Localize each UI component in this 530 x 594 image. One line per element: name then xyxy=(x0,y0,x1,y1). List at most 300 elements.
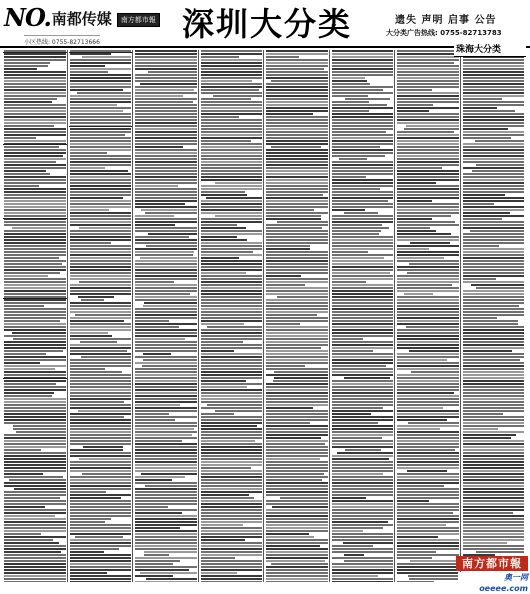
ad-text-line xyxy=(70,545,132,547)
ad-text-line xyxy=(397,428,440,430)
ad-text-line xyxy=(332,56,394,58)
ad-column xyxy=(200,50,264,582)
ad-text-line xyxy=(266,155,328,157)
ad-text-line xyxy=(135,299,197,301)
ad-text-line xyxy=(397,182,436,184)
ad-text-line xyxy=(332,338,364,340)
ad-text-line xyxy=(332,107,394,109)
ad-text-line xyxy=(143,353,171,355)
ad-text-line xyxy=(332,518,394,520)
ad-text-line xyxy=(332,440,394,442)
ad-text-line xyxy=(463,530,525,532)
ad-text-line xyxy=(463,443,525,445)
ad-text-line xyxy=(201,494,250,496)
ad-text-line xyxy=(70,290,132,292)
ad-text-line xyxy=(201,524,244,526)
ad-text-line xyxy=(397,374,459,376)
ad-text-line xyxy=(148,71,197,73)
ad-text-line xyxy=(332,476,394,478)
ad-text-line xyxy=(135,380,197,382)
ad-text-line xyxy=(397,191,459,193)
ad-text-line xyxy=(397,554,459,556)
ad-text-line xyxy=(397,461,459,463)
ad-text-line xyxy=(397,485,444,487)
column-rule xyxy=(198,50,199,582)
ad-text-line xyxy=(332,293,394,295)
ad-text-line xyxy=(266,65,328,67)
ad-text-line xyxy=(70,260,132,262)
ad-text-line xyxy=(332,461,394,463)
ad-text-line xyxy=(135,344,197,346)
ad-text-line xyxy=(70,179,132,181)
ad-text-line xyxy=(4,545,66,547)
ad-text-line xyxy=(332,254,394,256)
ad-text-line xyxy=(201,308,263,310)
ad-text-line xyxy=(332,191,394,193)
ad-text-line xyxy=(397,404,459,406)
ad-text-line xyxy=(397,53,459,55)
ad-text-line xyxy=(397,479,459,481)
ad-text-line xyxy=(397,269,459,271)
ad-text-line xyxy=(266,386,328,388)
ad-text-line xyxy=(332,581,394,582)
ad-text-line xyxy=(77,92,132,94)
ad-text-line xyxy=(201,533,263,535)
ad-text-line xyxy=(4,311,66,313)
ad-text-line xyxy=(201,221,263,223)
ad-text-line xyxy=(332,407,384,409)
ad-text-line xyxy=(397,377,459,379)
ad-text-line xyxy=(4,314,66,316)
ad-text-line xyxy=(266,83,328,85)
ad-text-line xyxy=(4,275,48,277)
ad-text-line xyxy=(4,497,60,499)
ad-text-line xyxy=(135,287,197,289)
ad-text-line xyxy=(4,578,66,580)
ad-text-line xyxy=(201,254,263,256)
ad-text-line xyxy=(201,248,263,250)
ad-text-line xyxy=(70,266,132,268)
ad-text-line xyxy=(397,425,459,427)
ad-text-line xyxy=(266,581,328,582)
ad-text-line xyxy=(332,227,390,229)
ad-text-line xyxy=(4,419,66,421)
ad-text-line xyxy=(397,359,447,361)
ad-text-line xyxy=(201,116,240,118)
ad-text-line xyxy=(4,443,66,445)
ad-text-line xyxy=(70,206,132,208)
ad-text-line xyxy=(397,89,432,91)
ad-text-line xyxy=(463,110,516,112)
ad-text-line xyxy=(332,473,384,475)
ad-text-line xyxy=(332,161,394,163)
ad-text-line xyxy=(135,200,197,202)
ad-text-line xyxy=(201,392,263,394)
ad-text-line xyxy=(4,290,66,292)
ad-text-line xyxy=(463,434,517,436)
ad-text-line xyxy=(135,518,197,520)
ad-text-line xyxy=(201,554,263,556)
ad-text-line xyxy=(397,80,459,82)
ad-text-line xyxy=(397,551,436,553)
ad-text-line xyxy=(266,119,328,121)
ad-text-line xyxy=(4,581,66,582)
ad-text-line xyxy=(266,212,328,214)
ad-text-line xyxy=(201,542,263,544)
ad-text-line xyxy=(135,482,197,484)
ad-text-line xyxy=(135,80,197,82)
ad-text-line xyxy=(397,302,459,304)
ad-text-line xyxy=(135,293,190,295)
ad-text-line xyxy=(4,95,66,97)
ad-text-line xyxy=(332,242,394,244)
ad-text-line xyxy=(332,335,394,337)
ad-text-line xyxy=(397,221,455,223)
ad-text-line xyxy=(332,101,370,103)
ad-text-line xyxy=(201,179,263,181)
ad-text-line xyxy=(332,362,394,364)
ad-text-line xyxy=(266,512,328,514)
ad-text-line xyxy=(201,212,263,214)
ad-box-rule xyxy=(69,52,133,53)
masthead-rule xyxy=(0,46,530,48)
ad-text-line xyxy=(463,416,525,418)
ad-text-line xyxy=(332,410,394,412)
ad-text-line xyxy=(141,473,197,475)
ad-text-line xyxy=(201,83,263,85)
ad-text-line xyxy=(463,410,525,412)
ad-text-line xyxy=(332,563,394,565)
ad-text-line xyxy=(266,275,301,277)
ad-text-line xyxy=(407,272,459,274)
ad-text-line xyxy=(4,569,66,571)
ad-text-line xyxy=(70,431,132,433)
ad-text-line xyxy=(266,326,328,328)
ad-text-line xyxy=(70,239,132,241)
ad-text-line xyxy=(201,236,238,238)
ad-text-line xyxy=(70,200,132,202)
ad-column xyxy=(462,50,526,582)
ad-text-line xyxy=(70,257,132,259)
ad-text-line xyxy=(201,344,263,346)
ad-text-line xyxy=(70,98,132,100)
ad-text-line xyxy=(201,476,263,478)
ad-text-line xyxy=(70,515,132,517)
ad-text-line xyxy=(332,245,394,247)
ad-text-line xyxy=(397,104,433,106)
ad-text-line xyxy=(70,530,132,532)
ad-text-line xyxy=(135,443,197,445)
ad-text-line xyxy=(201,188,263,190)
ad-text-line xyxy=(397,503,459,505)
ad-text-line xyxy=(463,308,525,310)
ad-text-line xyxy=(70,332,109,334)
ad-text-line xyxy=(4,176,66,178)
ad-text-line xyxy=(135,536,197,538)
ad-text-line xyxy=(397,254,459,256)
ad-text-line xyxy=(70,518,112,520)
ad-text-line xyxy=(70,392,132,394)
ad-text-line xyxy=(463,71,525,73)
ad-text-line xyxy=(332,428,394,430)
ad-text-line xyxy=(266,179,328,181)
ad-text-line xyxy=(397,323,459,325)
ad-text-line xyxy=(266,200,328,202)
ad-text-line xyxy=(266,398,328,400)
ad-text-line xyxy=(266,551,328,553)
ad-text-line xyxy=(135,569,189,571)
ad-text-line xyxy=(470,230,525,232)
ad-text-line xyxy=(463,347,525,349)
ad-text-line xyxy=(4,68,37,70)
ad-text-line xyxy=(266,473,324,475)
ad-text-line xyxy=(70,353,132,355)
ad-text-line xyxy=(140,257,197,259)
ad-text-line xyxy=(332,389,394,391)
ad-text-line xyxy=(4,278,66,280)
column-rule xyxy=(460,50,461,582)
ad-text-line xyxy=(463,104,525,106)
ad-text-line xyxy=(201,332,263,334)
ad-text-line xyxy=(332,434,394,436)
ad-text-line xyxy=(70,269,132,271)
ad-text-line xyxy=(463,86,525,88)
ad-text-line xyxy=(135,461,197,463)
ad-text-line xyxy=(135,545,197,547)
ad-text-line xyxy=(463,395,525,397)
ad-text-line xyxy=(397,539,459,541)
ad-text-line xyxy=(201,272,247,274)
ad-text-line xyxy=(201,185,263,187)
ad-text-line xyxy=(397,113,459,115)
ad-text-line xyxy=(332,95,369,97)
ad-text-line xyxy=(135,575,173,577)
ad-text-line xyxy=(266,98,328,100)
ad-text-line xyxy=(404,128,459,130)
ad-text-line xyxy=(463,119,525,121)
ad-text-line xyxy=(135,398,197,400)
ad-text-line xyxy=(4,350,63,352)
ad-text-line xyxy=(397,260,459,262)
ad-text-line xyxy=(463,224,525,226)
ad-text-line xyxy=(463,317,498,319)
ad-text-line xyxy=(201,452,263,454)
ad-text-line xyxy=(266,77,328,79)
ad-text-line xyxy=(343,542,394,544)
ad-text-line xyxy=(397,518,459,520)
ad-text-line xyxy=(463,500,525,502)
ad-text-line xyxy=(266,311,328,313)
ad-text-line xyxy=(201,353,263,355)
ad-text-line xyxy=(397,209,459,211)
ad-text-line xyxy=(4,410,66,412)
ad-text-line xyxy=(332,305,394,307)
ad-text-line xyxy=(4,146,59,148)
ad-text-line xyxy=(397,50,459,52)
ad-text-line xyxy=(271,80,328,82)
ad-text-line xyxy=(207,326,263,328)
logo-mark: NO. xyxy=(4,3,51,32)
ad-text-line xyxy=(332,575,379,577)
ad-text-line xyxy=(463,335,525,337)
ad-text-line xyxy=(266,236,328,238)
ad-text-line xyxy=(135,92,197,94)
ad-text-line xyxy=(397,152,459,154)
ad-text-line xyxy=(463,362,525,364)
ad-text-line xyxy=(397,440,459,442)
ad-text-line xyxy=(332,332,394,334)
ad-text-line xyxy=(397,395,459,397)
ad-text-line xyxy=(4,65,48,67)
ad-text-line xyxy=(397,188,459,190)
ad-box-rule xyxy=(69,126,133,127)
ad-text-line xyxy=(135,128,197,130)
ad-text-line xyxy=(397,200,432,202)
ad-text-line xyxy=(266,110,328,112)
ad-text-line xyxy=(4,467,66,469)
ad-text-line xyxy=(266,404,328,406)
ad-text-line xyxy=(143,305,197,307)
ad-text-line xyxy=(201,386,248,388)
ad-text-line xyxy=(4,104,66,106)
ad-text-line xyxy=(201,281,263,283)
ad-text-line xyxy=(266,251,328,253)
ad-text-line xyxy=(332,404,394,406)
ad-text-line xyxy=(70,284,132,286)
ad-text-line xyxy=(135,431,197,433)
ad-text-line xyxy=(70,398,132,400)
ad-text-line xyxy=(4,269,66,271)
ad-text-line xyxy=(70,524,132,526)
ad-text-line xyxy=(266,443,325,445)
ad-text-line xyxy=(201,467,252,469)
ad-text-line xyxy=(332,572,394,574)
ad-text-line xyxy=(135,137,197,139)
ad-text-line xyxy=(135,176,197,178)
ad-text-line xyxy=(397,83,459,85)
ad-text-line xyxy=(4,563,66,565)
ad-text-line xyxy=(397,557,432,559)
ad-text-line xyxy=(397,119,459,121)
ad-text-line xyxy=(475,140,525,142)
ad-text-line xyxy=(332,239,394,241)
ad-text-line xyxy=(79,281,132,283)
ad-text-line xyxy=(135,263,197,265)
ad-text-line xyxy=(70,521,106,523)
ad-text-line xyxy=(397,176,459,178)
ad-text-line xyxy=(201,506,263,508)
ad-text-line xyxy=(70,506,132,508)
ad-text-line xyxy=(4,455,66,457)
ad-text-line xyxy=(332,296,394,298)
ad-text-line xyxy=(397,452,459,454)
ad-text-line xyxy=(266,266,328,268)
ad-text-line xyxy=(332,59,394,61)
ad-text-line xyxy=(463,371,525,373)
ad-text-line xyxy=(332,164,394,166)
ad-text-line xyxy=(463,65,525,67)
ad-text-line xyxy=(70,65,106,67)
ad-text-line xyxy=(145,212,197,214)
ad-text-line xyxy=(135,404,180,406)
ad-text-line xyxy=(397,257,444,259)
ad-text-line xyxy=(332,437,383,439)
ad-text-line xyxy=(332,497,367,499)
ad-text-line xyxy=(463,428,499,430)
ad-text-line xyxy=(463,98,503,100)
ad-text-line xyxy=(70,449,124,451)
ad-text-line xyxy=(463,77,525,79)
ad-text-line xyxy=(463,350,513,352)
ad-text-line xyxy=(266,86,328,88)
ad-text-line xyxy=(463,461,525,463)
ad-text-line xyxy=(135,59,197,61)
ad-text-line xyxy=(135,476,185,478)
ad-text-line xyxy=(332,374,394,376)
ad-text-line xyxy=(397,278,459,280)
ad-text-line xyxy=(201,536,263,538)
ad-text-line xyxy=(201,74,263,76)
ad-text-line xyxy=(4,305,44,307)
ad-text-line xyxy=(4,521,66,523)
ad-text-line xyxy=(332,290,394,292)
ad-text-line xyxy=(81,356,132,358)
ad-text-line xyxy=(201,200,263,202)
ad-text-line xyxy=(332,110,370,112)
ad-text-line xyxy=(266,245,310,247)
ad-text-line xyxy=(397,245,459,247)
ad-text-line xyxy=(397,524,446,526)
ad-text-line xyxy=(135,215,174,217)
ad-text-line xyxy=(397,299,459,301)
ad-text-line xyxy=(266,353,328,355)
ad-text-line xyxy=(266,281,328,283)
ad-text-line xyxy=(135,146,183,148)
ad-text-line xyxy=(201,497,255,499)
ad-text-line xyxy=(397,365,459,367)
ad-text-line xyxy=(266,560,325,562)
ad-text-line xyxy=(201,56,240,58)
ad-text-line xyxy=(70,404,132,406)
ad-text-line xyxy=(201,287,263,289)
ad-text-line xyxy=(201,503,263,505)
ad-text-line xyxy=(463,482,525,484)
ad-text-line xyxy=(201,557,236,559)
ad-text-line xyxy=(201,266,263,268)
ad-text-line xyxy=(4,206,66,208)
ad-text-line xyxy=(332,551,394,553)
ad-text-line xyxy=(201,374,263,376)
ad-text-line xyxy=(4,329,66,331)
ad-text-line xyxy=(201,296,263,298)
ad-text-line xyxy=(70,278,132,280)
ad-text-line xyxy=(4,371,66,373)
ad-text-line xyxy=(397,320,459,322)
ad-text-line xyxy=(70,71,109,73)
ad-text-line xyxy=(266,197,328,199)
ad-text-line xyxy=(135,56,197,58)
ad-text-line xyxy=(463,320,519,322)
ad-text-line xyxy=(4,407,66,409)
ad-text-line xyxy=(70,416,125,418)
ad-text-line xyxy=(332,281,367,283)
ad-text-line xyxy=(397,353,459,355)
ad-text-line xyxy=(397,146,459,148)
ad-text-line xyxy=(4,161,56,163)
ad-text-line xyxy=(463,521,525,523)
ad-text-line xyxy=(201,227,247,229)
ad-text-line xyxy=(135,506,168,508)
